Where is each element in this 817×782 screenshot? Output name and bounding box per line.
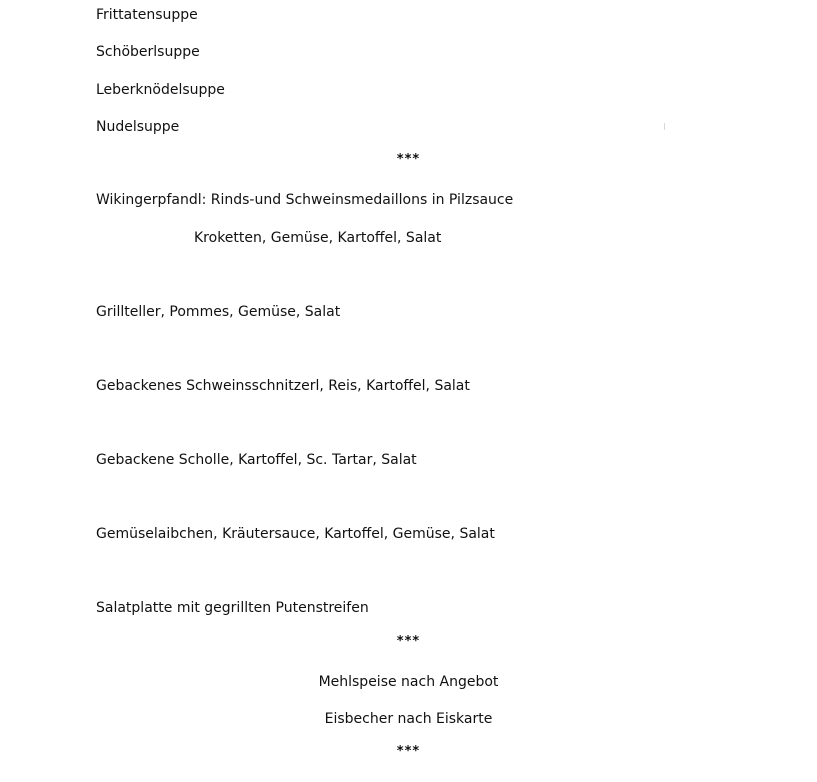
- section-separator-3: ***: [396, 744, 421, 759]
- main-item-wikingerpfandl-sides: Kroketten, Gemüse, Kartoffel, Salat: [194, 230, 442, 246]
- soup-item-leberknoedelsuppe: Leberknödelsuppe: [96, 82, 225, 98]
- soup-item-schoeberlsuppe: Schöberlsuppe: [96, 44, 200, 60]
- scan-speck: [664, 123, 665, 130]
- main-item-schweinsschnitzerl: Gebackenes Schweinsschnitzerl, Reis, Kartoffel, Salat: [96, 378, 470, 394]
- dessert-item-eisbecher: Eisbecher nach Eiskarte: [324, 711, 493, 727]
- main-item-grillteller: Grillteller, Pommes, Gemüse, Salat: [96, 304, 341, 320]
- soup-item-frittatensuppe: Frittatensuppe: [96, 7, 198, 23]
- main-item-gemueselaibchen: Gemüselaibchen, Kräutersauce, Kartoffel, Gemüse, Salat: [96, 526, 495, 542]
- main-item-scholle: Gebackene Scholle, Kartoffel, Sc. Tartar, Salat: [96, 452, 417, 468]
- main-item-salatplatte: Salatplatte mit gegrillten Putenstreifen: [96, 600, 369, 616]
- soup-item-nudelsuppe: Nudelsuppe: [96, 119, 180, 135]
- section-separator-1: ***: [396, 152, 421, 167]
- section-separator-2: ***: [396, 634, 421, 649]
- dessert-item-mehlspeise: Mehlspeise nach Angebot: [318, 674, 499, 690]
- main-item-wikingerpfandl: Wikingerpfandl: Rinds-und Schweinsmedaillons in Pilzsauce: [96, 192, 514, 208]
